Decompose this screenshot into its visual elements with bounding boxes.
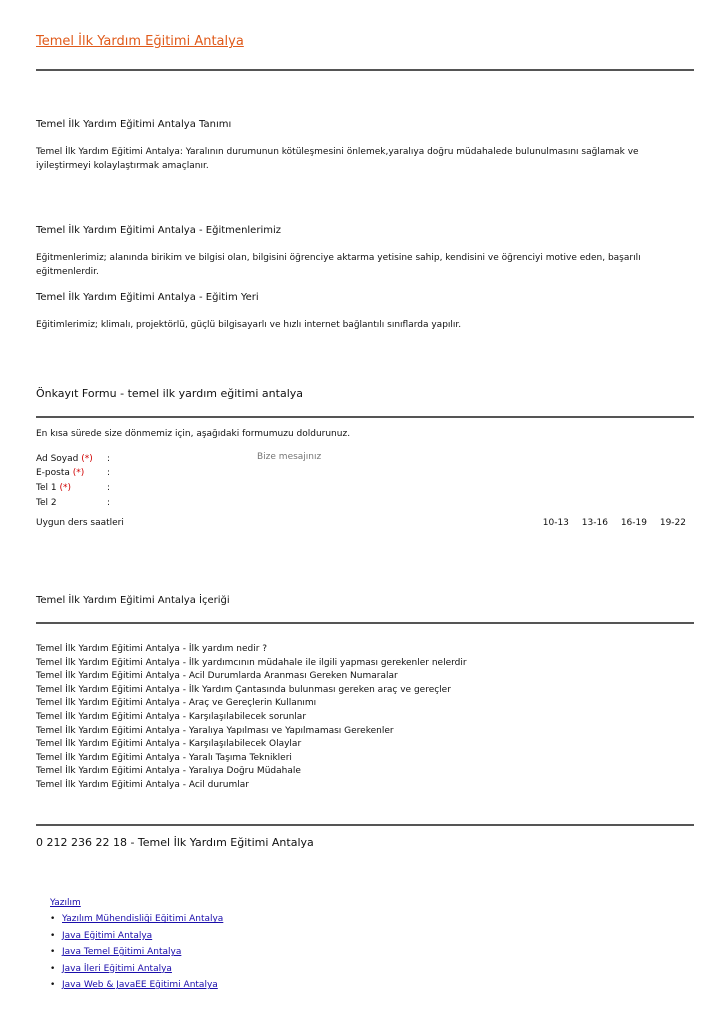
hour-option[interactable]: 10-13 [542,518,569,528]
hour-option[interactable]: 19-22 [659,518,686,528]
link-item[interactable]: Java Eğitimi Antalya [62,930,153,941]
link-item[interactable]: Yazılım Mühendisliği Eğitimi Antalya [62,914,224,925]
hours-label: Uygun ders saatleri [36,518,124,528]
list-item: Temel İlk Yardım Eğitimi Antalya - Yaralı Taşıma Teknikleri [36,752,292,763]
list-item [50,944,223,960]
link-item[interactable]: Java Web & JavaEE Eğitimi Antalya [62,980,218,991]
list-item: Temel İlk Yardım Eğitimi Antalya - Acil Durumlarda Aranması Gereken Numaralar [36,671,398,682]
links-section [50,895,223,993]
bullet-icon: • [50,963,56,974]
content-heading: Temel İlk Yardım Eğitimi Antalya İçeriği [36,595,230,606]
hour-option[interactable]: 16-19 [620,518,647,528]
list-item [50,961,223,977]
contact-phone-line: 0 212 236 22 18 - Temel İlk Yardım Eğitimi Antalya [36,836,314,849]
list-item: Temel İlk Yardım Eğitimi Antalya - Araç ve Gereçlerin Kullanımı [36,698,317,709]
content-divider [36,622,694,624]
list-item [50,928,223,944]
list-item: Temel İlk Yardım Eğitimi Antalya - İlk yardım nedir ? [36,644,268,654]
definition-heading: Temel İlk Yardım Eğitimi Antalya Tanımı [36,119,232,130]
tel1-label: Tel 1 (*) [36,483,71,493]
list-item: Temel İlk Yardım Eğitimi Antalya - İlk yardımcının müdahale ile ilgili yapması gerekenler nelerdir [36,657,467,668]
email-colon: : [107,468,111,478]
location-heading: Temel İlk Yardım Eğitimi Antalya - Eğitim Yeri [36,292,259,303]
list-item [50,911,224,927]
definition-text: Temel İlk Yardım Eğitimi Antalya: Yaralının durumunun kötüleşmesini önlemek,yaralıya doğru müdahalede bulunulmasını sağlamak ve iyileştirmeyi kolaylaştırmak amaçlanır. [36,147,639,171]
required-mark: (*) [59,483,71,493]
form-heading: Önkayıt Formu - temel ilk yardım eğitimi antalya [36,387,304,400]
bullet-icon: • [50,980,56,991]
link-item[interactable]: Java İleri Eğitimi Antalya [62,963,172,974]
link-item[interactable]: Java Temel Eğitimi Antalya [62,947,182,958]
hour-option[interactable]: 13-16 [581,518,608,528]
required-mark: (*) [72,468,85,478]
message-textarea[interactable] [257,452,377,466]
hours-options [533,516,686,530]
list-item [50,977,223,993]
list-item: Temel İlk Yardım Eğitimi Antalya - İlk Yardım Çantasında bulunması gereken araç ve gereçler [36,684,451,695]
page-title-link[interactable]: Temel İlk Yardım Eğitimi Antalya [36,34,244,49]
bullet-icon: • [50,930,56,941]
required-mark: (*) [81,454,93,464]
name-label: Ad Soyad (*) [36,454,93,464]
list-item: Temel İlk Yardım Eğitimi Antalya - Acil durumlar [36,779,249,790]
list-item: Temel İlk Yardım Eğitimi Antalya - Karşılaşılabilecek sorunlar [36,711,307,722]
email-label: E-posta (*) [36,468,85,478]
form-intro: En kısa sürede size dönmemiz için, aşağıdaki formumuzu doldurunuz. [36,429,351,439]
header-divider [36,69,694,71]
content-list [36,643,467,793]
list-item: Temel İlk Yardım Eğitimi Antalya - Karşılaşılabilecek Olaylar [36,739,302,750]
tel2-colon: : [107,498,111,508]
category-link[interactable]: Yazılım [50,898,81,908]
trainers-text: Eğitmenlerimiz; alanında birikim ve bilgisi olan, bilgisini öğrenciye aktarma yetisine sahip, kendisini ve öğrenciyi motive eden, başarılı eğitmenlerdir. [36,253,641,277]
form-divider [36,416,694,418]
location-text: Eğitimlerimiz; klimalı, projektörlü, güçlü bilgisayarlı ve hızlı internet bağlantılı sınıflarda yapılır. [36,320,462,330]
links-list [50,911,223,993]
list-item: Temel İlk Yardım Eğitimi Antalya - Yaralıya Doğru Müdahale [36,766,301,777]
bullet-icon: • [50,947,56,958]
contact-divider [36,824,694,826]
name-colon: : [107,454,111,464]
tel2-label: Tel 2 [36,498,57,508]
tel1-colon: : [107,483,111,493]
bullet-icon: • [50,914,56,925]
trainers-heading: Temel İlk Yardım Eğitimi Antalya - Eğitmenlerimiz [36,225,281,236]
list-item: Temel İlk Yardım Eğitimi Antalya - Yaralıya Yapılması ve Yapılmaması Gerekenler [36,725,394,736]
